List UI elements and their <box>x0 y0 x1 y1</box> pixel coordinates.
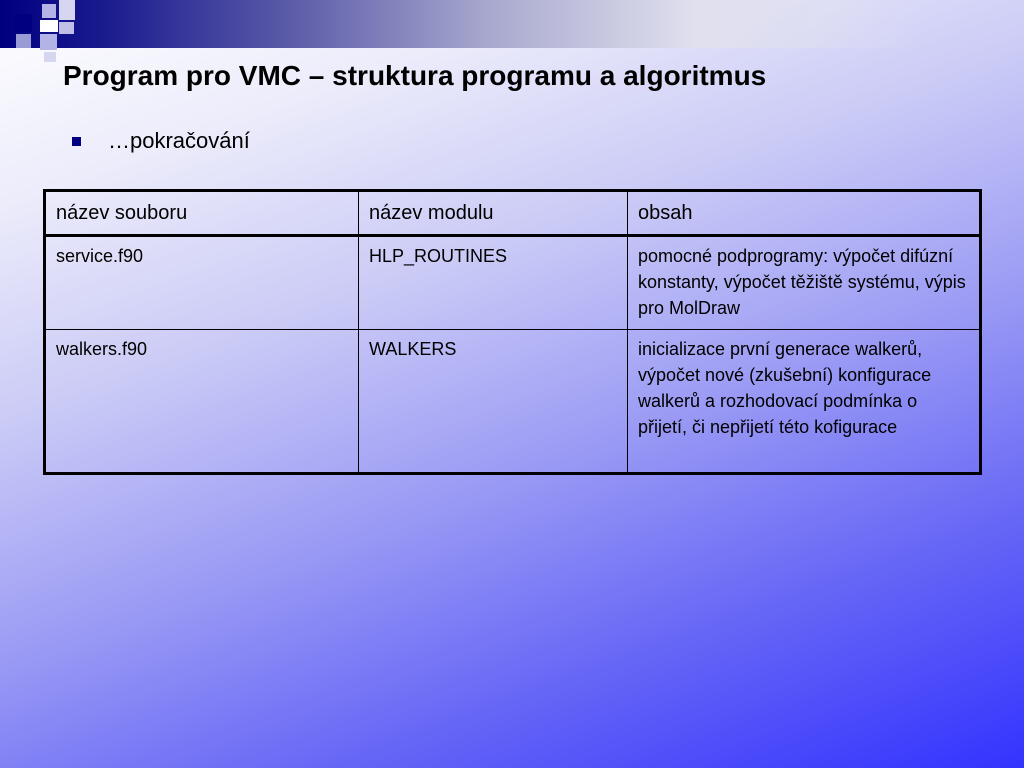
table-row <box>45 330 981 474</box>
cell-content: inicializace první generace walkerů, výpočet nové (zkušební) konfigurace walkerů a rozhodovací podmínka o přijetí, či nepřijetí této kofigurace <box>628 330 981 474</box>
decor-square <box>44 52 56 62</box>
module-table <box>43 189 982 475</box>
header-file-name: název souboru <box>45 191 359 236</box>
cell-file-name: service.f90 <box>45 236 359 330</box>
decor-square <box>40 20 58 32</box>
square-bullet-icon <box>72 137 81 146</box>
header-band <box>0 0 1024 48</box>
cell-content: pomocné podprogramy: výpočet difúzní konstanty, výpočet těžiště systému, výpis pro MolDraw <box>628 236 981 330</box>
decor-square <box>14 14 32 32</box>
decor-square <box>59 22 74 34</box>
decor-square <box>40 34 57 50</box>
cell-file-name: walkers.f90 <box>45 330 359 474</box>
table-header-row <box>45 191 981 236</box>
decor-square <box>16 34 31 48</box>
header-content: obsah <box>628 191 981 236</box>
bullet-item <box>72 128 250 154</box>
header-module-name: název modulu <box>359 191 628 236</box>
decor-square <box>59 0 75 20</box>
table-row <box>45 236 981 330</box>
decor-square <box>42 4 56 18</box>
cell-module-name: WALKERS <box>359 330 628 474</box>
cell-module-name: HLP_ROUTINES <box>359 236 628 330</box>
slide-title: Program pro VMC – struktura programu a algoritmus <box>63 60 767 91</box>
bullet-text: …pokračování <box>108 128 250 153</box>
